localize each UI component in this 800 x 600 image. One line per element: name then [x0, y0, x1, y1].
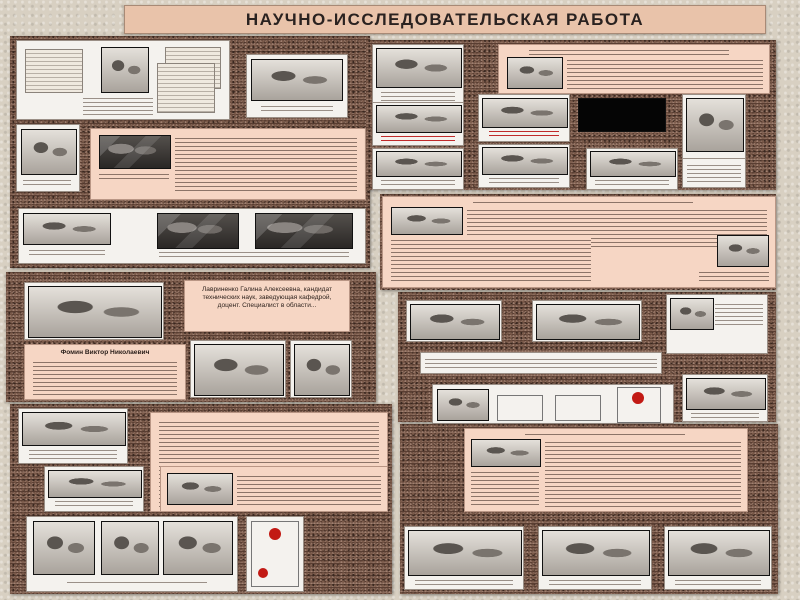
caption-red [381, 133, 455, 143]
patent-certificate [617, 387, 661, 423]
photo [482, 147, 568, 175]
photo [22, 412, 126, 446]
caption-red [489, 128, 559, 138]
document-scan [25, 49, 83, 93]
body-text [471, 469, 539, 505]
photo-card [664, 526, 772, 590]
photo-card [478, 144, 570, 188]
text-sheet [464, 428, 748, 512]
photo [167, 473, 233, 505]
panel-top-right [366, 40, 776, 190]
body-text [237, 473, 381, 507]
photo-card [372, 148, 464, 190]
panel-middle-right-lower [398, 292, 776, 422]
photo [686, 98, 744, 152]
caption-text [595, 177, 669, 185]
caption-text [29, 247, 105, 257]
group-photo [590, 151, 676, 177]
seal-icon [632, 392, 644, 404]
photo-card [532, 300, 642, 342]
group-photo [194, 344, 284, 396]
photo-card [24, 282, 164, 340]
certificate [251, 521, 299, 587]
photo [507, 57, 563, 89]
group-photo [376, 48, 462, 88]
caption-text [687, 162, 741, 182]
photo [408, 530, 522, 576]
lavrinenko-caption: Лавриненко Галина Алексеевна, кандидат технических наук, заведующая кафедрой, доцент. Специалист в области... [201, 286, 333, 309]
body-text [33, 359, 177, 395]
caption-text [261, 103, 333, 113]
photo-card [404, 526, 524, 590]
photo-card [538, 526, 652, 590]
portrait-card [16, 124, 80, 192]
text-sheet [382, 196, 776, 288]
photo-card [586, 148, 678, 190]
text-sheet [160, 466, 388, 512]
body-text [567, 57, 763, 89]
portrait-photo [101, 47, 149, 93]
body-text [175, 135, 357, 193]
group-photo [471, 439, 541, 467]
caption-text [159, 249, 349, 258]
group-photo [686, 378, 766, 410]
caption-text [83, 95, 153, 115]
caption-text [29, 447, 117, 459]
photo-card [478, 94, 570, 142]
photo [376, 151, 462, 177]
panel-middle-right [380, 194, 776, 290]
photo-card [190, 340, 286, 398]
fomin-caption: Фомин Виктор Николаевич [60, 349, 150, 356]
panel-bottom-right [400, 424, 778, 594]
photo [536, 304, 640, 340]
photo-card [682, 94, 746, 160]
photo-card [372, 44, 464, 106]
body-text [391, 237, 591, 283]
caption-text [99, 171, 169, 181]
portrait-photo [294, 344, 350, 396]
group-photo [376, 105, 462, 133]
patent-diagram [497, 395, 543, 421]
page-title: НАУЧНО-ИССЛЕДОВАТЕЛЬСКАЯ РАБОТА [245, 9, 645, 29]
caption-text [55, 498, 133, 507]
photo [542, 530, 650, 576]
caption-text [67, 579, 207, 586]
patent-diagram [555, 395, 601, 421]
body-text [545, 439, 741, 507]
panel-middle-left [6, 272, 376, 402]
group-photo [482, 98, 568, 128]
document-scan [157, 63, 215, 113]
heading-text [529, 47, 729, 55]
blank-photo [578, 98, 666, 132]
caption-card [682, 158, 746, 188]
laboratory-photo [670, 298, 714, 330]
seal-icon [269, 528, 281, 540]
photo [391, 207, 463, 235]
photo [255, 213, 353, 249]
caption-text [425, 356, 657, 370]
patents-card [432, 384, 674, 424]
portrait-caption-sheet [24, 344, 186, 400]
photo [101, 521, 159, 575]
photo [48, 470, 142, 498]
portrait-card [290, 340, 352, 398]
heading-text [473, 199, 693, 205]
seal-icon [258, 568, 268, 578]
laboratory-photo [251, 59, 343, 101]
caption-text [699, 269, 769, 281]
group-photo [99, 135, 171, 169]
title-banner [124, 5, 766, 34]
photo [157, 213, 239, 249]
photo [23, 213, 111, 245]
documents-sheet [16, 40, 230, 120]
certificate-card [246, 516, 304, 592]
caption-card [420, 352, 662, 374]
photo-strip [26, 516, 238, 592]
photo-strip [18, 208, 366, 264]
portrait-caption-sheet [184, 280, 350, 332]
portrait-photo [33, 521, 95, 575]
photo-card [682, 374, 768, 422]
caption-text [549, 577, 641, 586]
panel-bottom-left [10, 404, 392, 594]
text-sheet [90, 128, 366, 200]
photo-card [372, 102, 464, 146]
photo [163, 521, 233, 575]
caption-text [691, 410, 759, 418]
photo [668, 530, 770, 576]
caption-text [381, 89, 455, 101]
text-sheet [498, 44, 770, 94]
group-photo [717, 235, 769, 267]
caption-text [381, 177, 455, 186]
laboratory-photo [28, 286, 162, 338]
lab-photo-card [246, 54, 348, 118]
photo-card [18, 408, 128, 464]
caption-text [675, 577, 761, 586]
photo [410, 304, 500, 340]
photo-card [406, 300, 502, 342]
portrait-photo [21, 129, 77, 175]
photo-card [666, 294, 768, 354]
panel-top-left [10, 36, 370, 268]
caption-text [489, 175, 559, 183]
heading-text [525, 431, 685, 437]
caption-text [415, 577, 513, 586]
photo [437, 389, 489, 421]
photo-card [44, 466, 144, 512]
caption-text [715, 301, 763, 327]
caption-text [23, 177, 71, 187]
